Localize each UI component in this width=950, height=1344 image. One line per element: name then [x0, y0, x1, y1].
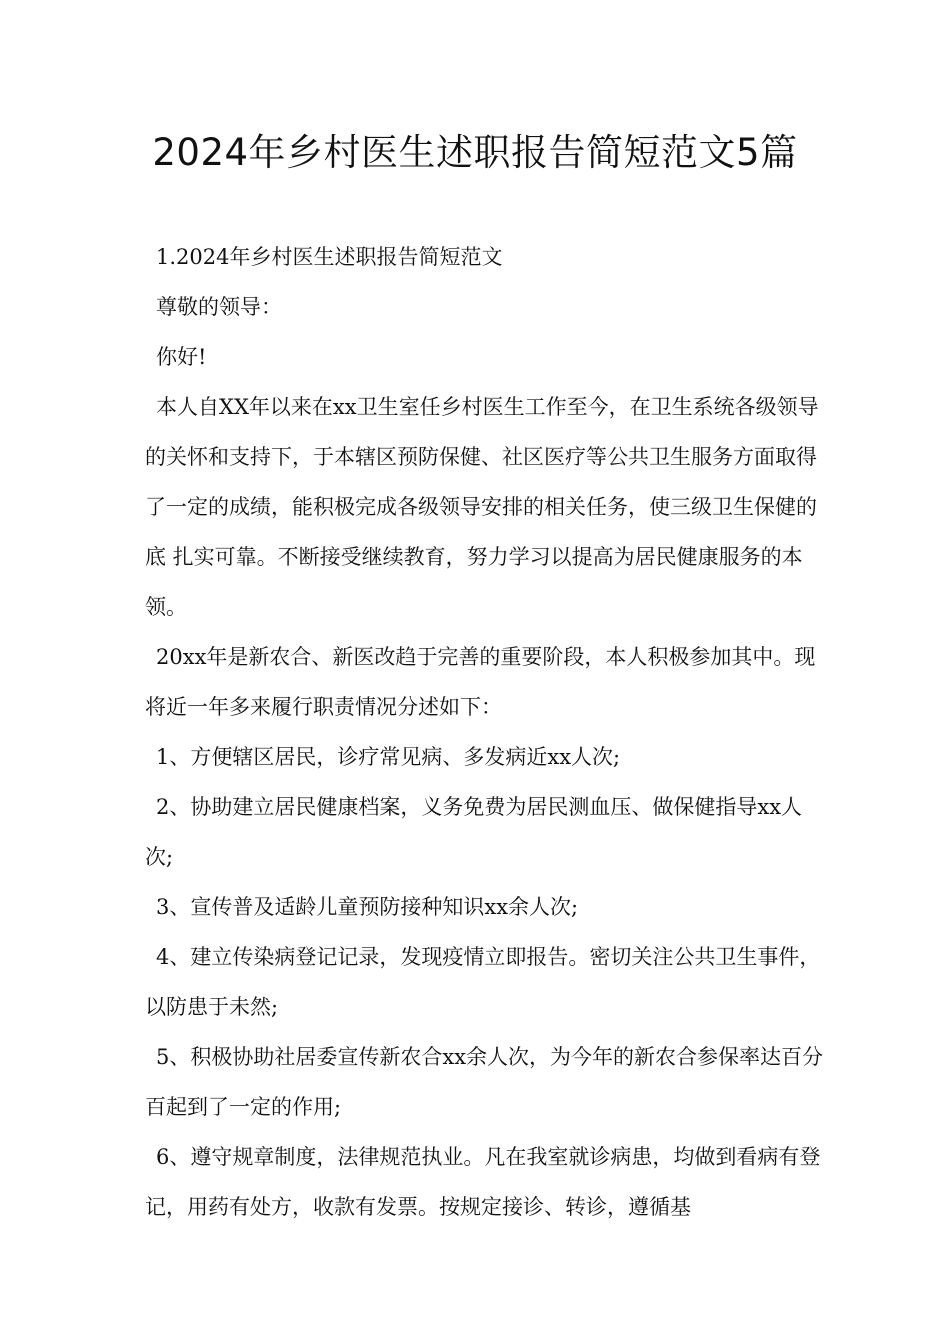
list-item: 4、建立传染病登记记录，发现疫情立即报告。密切关注公共卫生事件，以防患于未然;: [145, 945, 821, 1019]
list-item: 6、遵守规章制度，法律规范执业。凡在我室就诊病患，均做到看病有登记，用药有处方，收款有发票。按规定接诊、转诊，遵循基: [145, 1145, 821, 1219]
salutation: 尊敬的领导：: [156, 295, 282, 319]
body-paragraph: 本人自XX年以来在xx卫生室任乡村医生工作至今，在卫生系统各级领导的关怀和支持下，于本辖区预防保健、社区医疗等公共卫生服务方面取得了一定的成绩，能积极完成各级领导安排的相关任务，使三级卫生保健的 底 扎实可靠。不断接受继续教育，努力学习以提高为居民健康服务的本领。: [145, 395, 819, 619]
document-title: 2024年乡村医生述职报告简短范文5篇: [152, 131, 798, 174]
list-item: 1、方便辖区居民，诊疗常见病、多发病近xx人次;: [156, 745, 621, 769]
body-paragraph: 20xx年是新农合、新医改趋于完善的重要阶段，本人积极参加其中。现将近一年多来履行职责情况分述如下：: [145, 645, 816, 719]
list-item: 3、宣传普及适龄儿童预防接种知识xx余人次;: [156, 895, 579, 919]
list-item: 2、协助建立居民健康档案，义务免费为居民测血压、做保健指导xx人次;: [145, 795, 803, 869]
list-item: 5、积极协助社居委宣传新农合xx余人次，为今年的新农合参保率达百分百起到了一定的作用;: [145, 1045, 824, 1119]
greeting: 你好!: [156, 345, 207, 369]
section-heading: 1.2024年乡村医生述职报告简短范文: [156, 245, 503, 269]
document-body: [145, 232, 825, 1232]
